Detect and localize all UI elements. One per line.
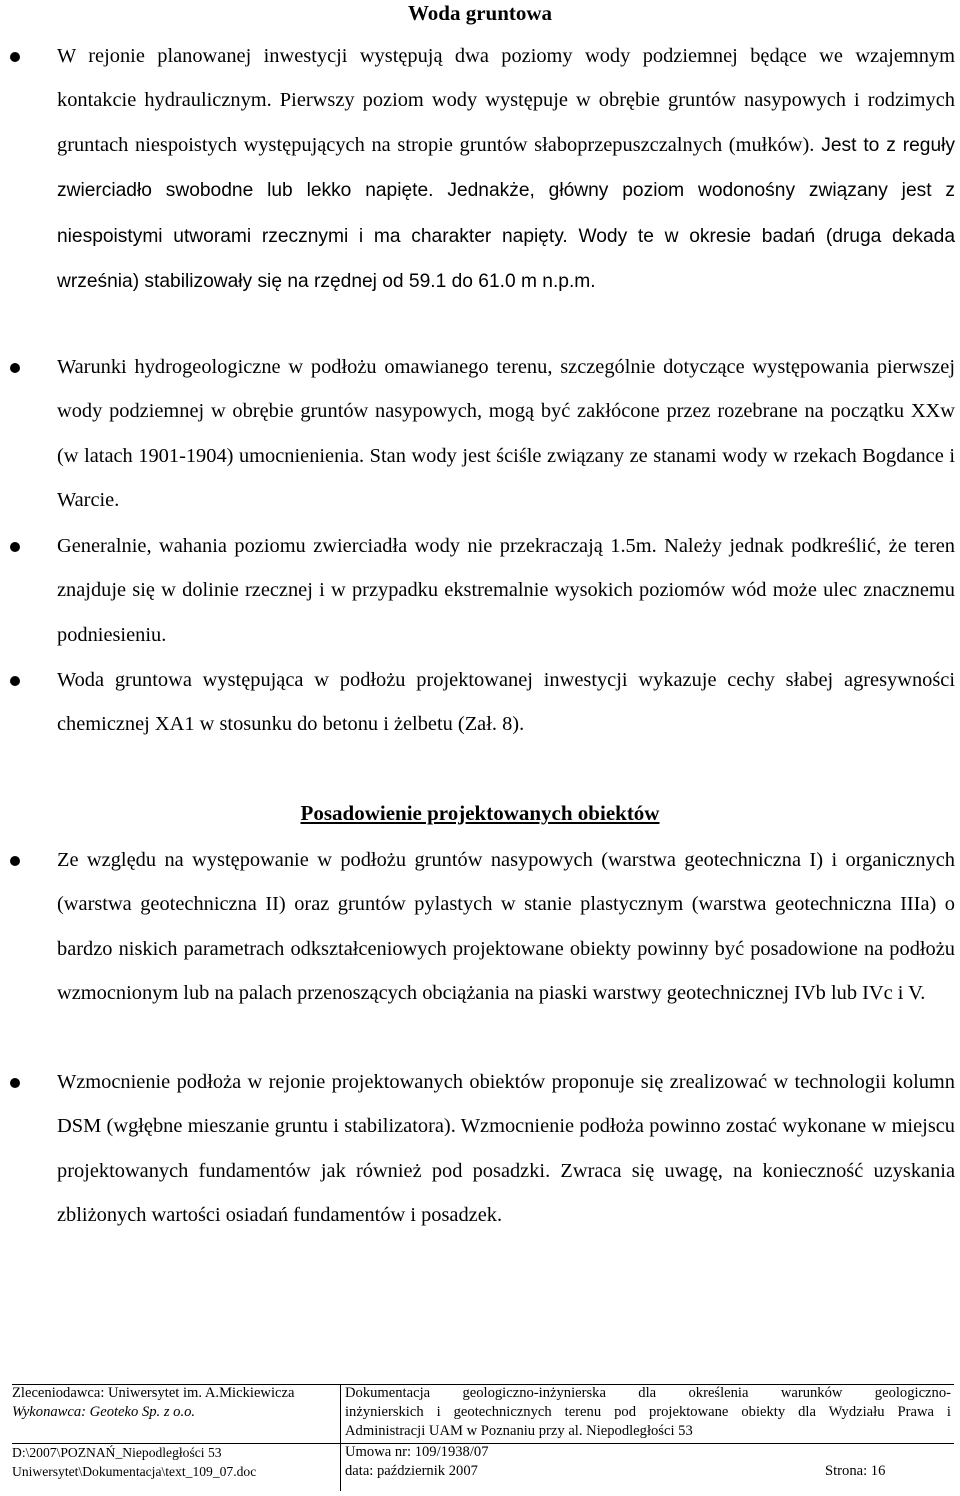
- footer-contractor: Wykonawca: Geoteko Sp. z o.o.: [12, 1404, 196, 1420]
- footer-doc-line3: Administracji UAM w Poznaniu przy al. Niepodległości 53: [345, 1423, 693, 1439]
- paragraph: Wzmocnienie podłoża w rejonie projektowanych obiektów proponuje się zrealizować w technologii kolumn DSM (wgłębne mieszanie gruntu i stabilizatora). Wzmocnienie podłoża powinno zostać wykonane w miejscu projektowanych fundamentów jak również pod posadzki. Zwraca się uwagę, na konieczność uzyskania zbliżonych wartości osiadań fundamentów i posadzek.: [57, 1071, 955, 1227]
- page-footer: [0, 1381, 960, 1491]
- bullet-icon: [10, 52, 20, 62]
- paragraph: Woda gruntowa występująca w podłożu projektowanej inwestycji wykazuje cechy słabej agresywności chemicznej XA1 w stosunku do betonu i żelbetu (Zał. 8).: [57, 669, 955, 736]
- section-title-groundwater: Woda gruntowa: [407, 1, 553, 25]
- footer-doc-line2: inżynierskich i geotechnicznych terenu pod projektowane obiekty dla Wydziału Prawa i: [345, 1404, 951, 1420]
- footer-date: data: październik 2007: [345, 1463, 478, 1479]
- paragraph: Warunki hydrogeologiczne w podłożu omawianego terenu, szczególnie dotyczące występowania pierwszej wody podziemnej w obrębie gruntów nasypowych, mogą być zakłócone przez rozebrane na początku XXw (w latach 1901-1904) umocnienienia. Stan wody jest ściśle związany ze stanami wody w rzekach Bogdance i Warcie.: [57, 356, 955, 512]
- bullet-icon: [10, 1078, 20, 1088]
- bullet-icon: [10, 542, 20, 552]
- paragraph-text: W rejonie planowanej inwestycji występują dwa poziomy wody podziemnej będące we wzajemnym kontakcie hydraulicznym. Pierwszy poziom wody występuje w obrębie gruntów nasypowych i rodzimych gruntach niespoistych występujących na stropie gruntów słaboprzepuszczalnych (mułków).: [57, 45, 955, 156]
- footer-path-line2: Uniwersytet\Dokumentacja\text_109_07.doc: [12, 1464, 257, 1479]
- section-title-foundation: Posadowienie projektowanych obiektów: [300, 801, 660, 825]
- footer-client: Zleceniodawca: Uniwersytet im. A.Mickiewicza: [12, 1385, 295, 1401]
- footer-contract: Umowa nr: 109/1938/07: [345, 1444, 489, 1460]
- footer-path-line1: D:\2007\POZNAŃ_Niepodległości 53: [12, 1445, 222, 1460]
- paragraph: [57, 34, 955, 304]
- paragraph-text-sans: Jest to z reguły zwierciadło swobodne lub lekko napięte. Jednakże, główny poziom wodonośny związany jest z niespoistymi utworami rzecznymi i ma charakter napięty. Wody te w okresie badań (druga dekada września) stabilizowały się na rzędnej od 59.1 do 61.0 m n.p.m.: [57, 134, 955, 293]
- paragraph: Generalnie, wahania poziomu zwierciadła wody nie przekraczają 1.5m. Należy jednak podkreślić, że teren znajduje się w dolinie rzecznej i w przypadku ekstremalnie wysokich poziomów wód może ulec znacznemu podniesieniu.: [57, 535, 955, 646]
- footer-page-number: Strona: 16: [825, 1463, 886, 1479]
- bullet-icon: [10, 676, 20, 686]
- bullet-icon: [10, 363, 20, 373]
- footer-doc-line1: Dokumentacja geologiczno-inżynierska dla określenia warunków geologiczno-: [345, 1385, 951, 1401]
- footer-divider: [340, 1384, 341, 1491]
- paragraph: Ze względu na występowanie w podłożu gruntów nasypowych (warstwa geotechniczna I) i organicznych (warstwa geotechniczna II) oraz gruntów pylastych w stanie plastycznym (warstwa geotechniczna IIIa) o bardzo niskich parametrach odkształceniowych projektowane obiekty powinny być posadowione na podłożu wzmocnionym lub na palach przenoszących obciążania na piaski warstwy geotechnicznej IVb lub IVc i V.: [57, 849, 955, 1005]
- bullet-icon: [10, 856, 20, 866]
